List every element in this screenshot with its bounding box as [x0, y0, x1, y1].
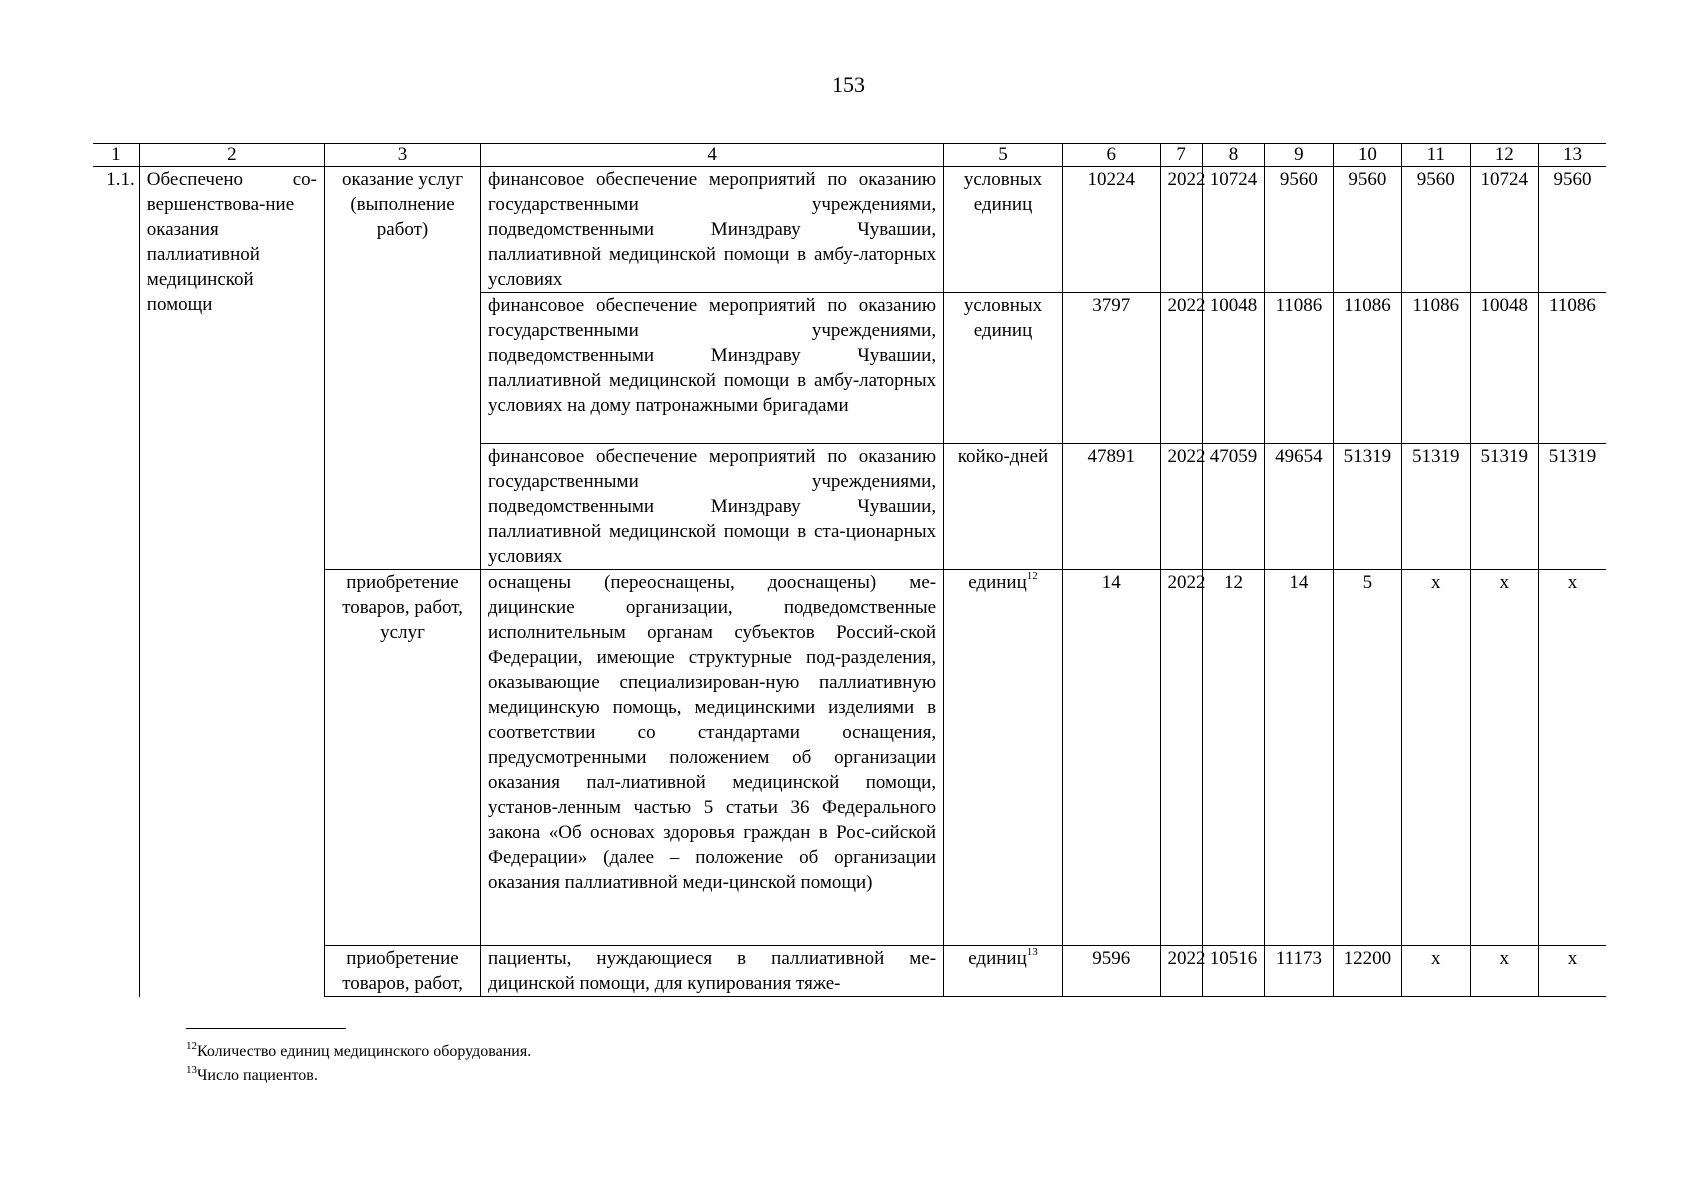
header-cell: 10	[1333, 144, 1401, 167]
indicator-description	[481, 946, 944, 997]
value-cell: 3797	[1062, 293, 1160, 444]
unit	[944, 946, 1063, 997]
event-type-text: приобретение товаров, работ,	[342, 948, 463, 994]
value-cell: 51319	[1333, 444, 1401, 570]
value-cell: 11086	[1538, 293, 1606, 444]
value-cell: х	[1470, 946, 1538, 997]
value-cell: 11086	[1402, 293, 1470, 444]
footnote-item	[186, 1040, 531, 1064]
value-cell: 11086	[1333, 293, 1401, 444]
header-cell: 7	[1160, 144, 1202, 167]
value-cell: 10724	[1202, 167, 1264, 293]
header-cell: 11	[1402, 144, 1470, 167]
value-cell: х	[1470, 570, 1538, 946]
footnote-text: Число пациентов.	[197, 1067, 318, 1084]
unit: условных единиц	[944, 167, 1063, 293]
result-description: Обеспечено со-вершенствова-ние оказания паллиативной медицинской помощи	[139, 167, 324, 997]
header-cell: 8	[1202, 144, 1264, 167]
header-cell: 12	[1470, 144, 1538, 167]
event-type	[325, 946, 481, 997]
value-cell: 51319	[1470, 444, 1538, 570]
event-type: оказание услуг (выполнение работ)	[325, 167, 481, 570]
value-cell: 14	[1265, 570, 1333, 946]
value-cell: 2022	[1160, 946, 1202, 997]
unit-label: единиц	[968, 948, 1027, 969]
value-cell: 10048	[1470, 293, 1538, 444]
value-cell: 12	[1202, 570, 1264, 946]
footnote-mark: 12	[186, 1040, 197, 1052]
value-cell: 2022	[1160, 293, 1202, 444]
row-number: 1.1.	[93, 167, 139, 997]
page-number: 153	[832, 72, 865, 97]
footnote-text: Количество единиц медицинского оборудования.	[197, 1043, 532, 1060]
header-cell: 2	[139, 144, 324, 167]
unit-label: единиц	[968, 572, 1027, 593]
indicator-description: оснащены (переоснащены, дооснащены) ме-дицинские организации, подведомственные исполнительным органам субъектов Россий-ской Федерации, имеющие структурные под-разделения, оказывающие специализирован-ную паллиативную медицинскую помощь, медицинскими изделиями в соответствии со стандартами оснащения, предусмотренными положением об организации оказания пал-лиативной медицинской помощи, установ-ленным частью 5 статьи 36 Федерального закона «Об основах здоровья граждан в Рос-сийской Федерации» (далее – положение об организации оказания паллиативной меди-цинской помощи)	[481, 570, 944, 946]
value-cell: 9560	[1538, 167, 1606, 293]
header-cell: 13	[1538, 144, 1606, 167]
value-cell: 10048	[1202, 293, 1264, 444]
value-cell: 12200	[1333, 946, 1401, 997]
unit: условных единиц	[944, 293, 1063, 444]
unit	[944, 570, 1063, 946]
value-cell: 9596	[1062, 946, 1160, 997]
value-cell: 49654	[1265, 444, 1333, 570]
header-cell: 3	[325, 144, 481, 167]
value-cell: 51319	[1538, 444, 1606, 570]
header-cell: 5	[944, 144, 1063, 167]
value-cell: 2022	[1160, 167, 1202, 293]
header-row	[93, 144, 1606, 167]
header-cell: 4	[481, 144, 944, 167]
indicator-description: финансовое обеспечение мероприятий по оказанию государственными учреждениями, подведомственными Минздраву Чувашии, паллиативной медицинской помощи в амбу-латорных условиях	[481, 167, 944, 293]
value-cell: 9560	[1265, 167, 1333, 293]
header-cell: 9	[1265, 144, 1333, 167]
header-cell: 1	[93, 144, 139, 167]
value-cell: 47059	[1202, 444, 1264, 570]
value-cell: 10516	[1202, 946, 1264, 997]
indicator-description-text: пациенты, нуждающиеся в паллиативной ме-дицинской помощи, для купирования тяже-	[488, 948, 937, 994]
footnote-separator	[186, 1028, 346, 1029]
unit: койко-дней	[944, 444, 1063, 570]
value-cell: х	[1538, 570, 1606, 946]
value-cell: 14	[1062, 570, 1160, 946]
value-cell: 51319	[1402, 444, 1470, 570]
value-cell: 10224	[1062, 167, 1160, 293]
value-cell: 9560	[1402, 167, 1470, 293]
value-cell: х	[1402, 946, 1470, 997]
event-type: приобретение товаров, работ, услуг	[325, 570, 481, 946]
footnote-ref: 13	[1026, 946, 1038, 958]
indicators-table	[93, 143, 1606, 997]
footnotes	[186, 1040, 531, 1088]
indicator-description: финансовое обеспечение мероприятий по оказанию государственными учреждениями, подведомственными Минздраву Чувашии, паллиативной медицинской помощи в ста-ционарных условиях	[481, 444, 944, 570]
value-cell: 11086	[1265, 293, 1333, 444]
indicator-description: финансовое обеспечение мероприятий по оказанию государственными учреждениями, подведомственными Минздраву Чувашии, паллиативной медицинской помощи в амбу-латорных условиях на дому патронажными бригадами	[481, 293, 944, 444]
value-cell: 5	[1333, 570, 1401, 946]
footnote-item	[186, 1064, 531, 1088]
value-cell: х	[1402, 570, 1470, 946]
header-cell: 6	[1062, 144, 1160, 167]
value-cell: 2022	[1160, 444, 1202, 570]
table-row	[93, 167, 1606, 293]
footnote-mark: 13	[186, 1064, 197, 1076]
footnote-ref: 12	[1026, 570, 1038, 582]
value-cell: 10724	[1470, 167, 1538, 293]
value-cell: 2022	[1160, 570, 1202, 946]
value-cell: х	[1538, 946, 1606, 997]
value-cell: 47891	[1062, 444, 1160, 570]
value-cell: 9560	[1333, 167, 1401, 293]
value-cell: 11173	[1265, 946, 1333, 997]
